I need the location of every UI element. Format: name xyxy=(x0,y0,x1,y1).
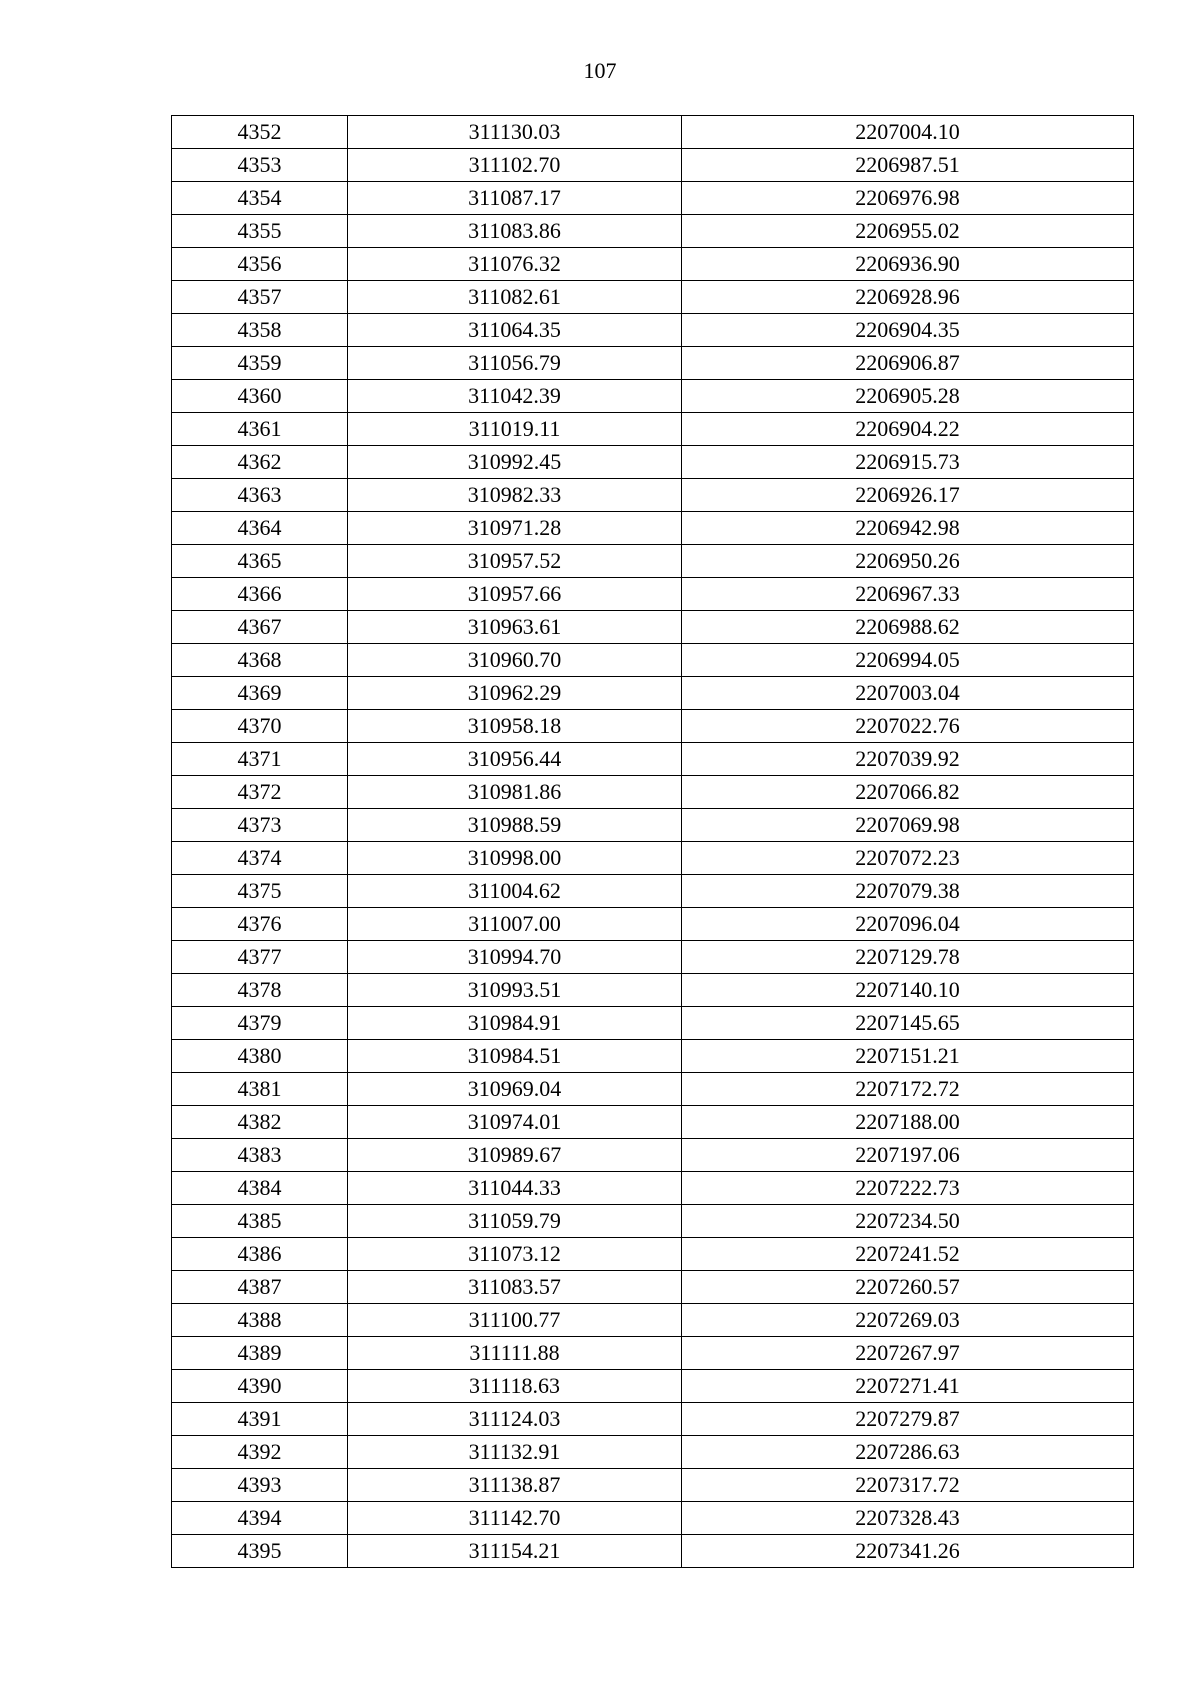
y-coordinate-cell: 2207234.50 xyxy=(682,1205,1134,1238)
x-coordinate-cell: 310974.01 xyxy=(348,1106,682,1139)
point-number-cell: 4377 xyxy=(172,941,348,974)
point-number-cell: 4365 xyxy=(172,545,348,578)
point-number-cell: 4378 xyxy=(172,974,348,1007)
table-row xyxy=(172,347,1134,380)
point-number-cell: 4368 xyxy=(172,644,348,677)
y-coordinate-cell: 2207241.52 xyxy=(682,1238,1134,1271)
x-coordinate-cell: 310981.86 xyxy=(348,776,682,809)
y-coordinate-cell: 2207003.04 xyxy=(682,677,1134,710)
x-coordinate-cell: 311064.35 xyxy=(348,314,682,347)
point-number-cell: 4385 xyxy=(172,1205,348,1238)
point-number-cell: 4356 xyxy=(172,248,348,281)
table-row xyxy=(172,512,1134,545)
table-row xyxy=(172,215,1134,248)
point-number-cell: 4376 xyxy=(172,908,348,941)
y-coordinate-cell: 2207129.78 xyxy=(682,941,1134,974)
x-coordinate-cell: 310984.51 xyxy=(348,1040,682,1073)
x-coordinate-cell: 311082.61 xyxy=(348,281,682,314)
table-row xyxy=(172,578,1134,611)
table-row xyxy=(172,743,1134,776)
x-coordinate-cell: 310960.70 xyxy=(348,644,682,677)
x-coordinate-cell: 311100.77 xyxy=(348,1304,682,1337)
x-coordinate-cell: 311132.91 xyxy=(348,1436,682,1469)
table-row xyxy=(172,1007,1134,1040)
table-row xyxy=(172,1469,1134,1502)
x-coordinate-cell: 310989.67 xyxy=(348,1139,682,1172)
x-coordinate-cell: 311124.03 xyxy=(348,1403,682,1436)
table-row xyxy=(172,1535,1134,1568)
point-number-cell: 4380 xyxy=(172,1040,348,1073)
y-coordinate-cell: 2207145.65 xyxy=(682,1007,1134,1040)
point-number-cell: 4357 xyxy=(172,281,348,314)
y-coordinate-cell: 2207066.82 xyxy=(682,776,1134,809)
y-coordinate-cell: 2206904.22 xyxy=(682,413,1134,446)
y-coordinate-cell: 2206988.62 xyxy=(682,611,1134,644)
point-number-cell: 4386 xyxy=(172,1238,348,1271)
table-row xyxy=(172,1436,1134,1469)
table-row xyxy=(172,644,1134,677)
point-number-cell: 4355 xyxy=(172,215,348,248)
point-number-cell: 4392 xyxy=(172,1436,348,1469)
x-coordinate-cell: 311087.17 xyxy=(348,182,682,215)
x-coordinate-cell: 311044.33 xyxy=(348,1172,682,1205)
x-coordinate-cell: 310957.52 xyxy=(348,545,682,578)
point-number-cell: 4366 xyxy=(172,578,348,611)
point-number-cell: 4383 xyxy=(172,1139,348,1172)
table-row xyxy=(172,875,1134,908)
y-coordinate-cell: 2206904.35 xyxy=(682,314,1134,347)
page-number: 107 xyxy=(583,58,617,83)
x-coordinate-cell: 310962.29 xyxy=(348,677,682,710)
table-row xyxy=(172,974,1134,1007)
point-number-cell: 4394 xyxy=(172,1502,348,1535)
point-number-cell: 4353 xyxy=(172,149,348,182)
y-coordinate-cell: 2207286.63 xyxy=(682,1436,1134,1469)
y-coordinate-cell: 2207341.26 xyxy=(682,1535,1134,1568)
table-row xyxy=(172,677,1134,710)
y-coordinate-cell: 2207079.38 xyxy=(682,875,1134,908)
point-number-cell: 4381 xyxy=(172,1073,348,1106)
x-coordinate-cell: 310958.18 xyxy=(348,710,682,743)
point-number-cell: 4363 xyxy=(172,479,348,512)
x-coordinate-cell: 310982.33 xyxy=(348,479,682,512)
point-number-cell: 4391 xyxy=(172,1403,348,1436)
table-row xyxy=(172,842,1134,875)
y-coordinate-cell: 2206906.87 xyxy=(682,347,1134,380)
y-coordinate-cell: 2207039.92 xyxy=(682,743,1134,776)
x-coordinate-cell: 311076.32 xyxy=(348,248,682,281)
table-row xyxy=(172,710,1134,743)
x-coordinate-cell: 311083.86 xyxy=(348,215,682,248)
x-coordinate-cell: 311102.70 xyxy=(348,149,682,182)
point-number-cell: 4360 xyxy=(172,380,348,413)
y-coordinate-cell: 2206994.05 xyxy=(682,644,1134,677)
table-row xyxy=(172,1238,1134,1271)
x-coordinate-cell: 311154.21 xyxy=(348,1535,682,1568)
point-number-cell: 4384 xyxy=(172,1172,348,1205)
y-coordinate-cell: 2207188.00 xyxy=(682,1106,1134,1139)
point-number-cell: 4375 xyxy=(172,875,348,908)
y-coordinate-cell: 2207222.73 xyxy=(682,1172,1134,1205)
x-coordinate-cell: 310988.59 xyxy=(348,809,682,842)
x-coordinate-cell: 310993.51 xyxy=(348,974,682,1007)
table-row xyxy=(172,413,1134,446)
point-number-cell: 4362 xyxy=(172,446,348,479)
table-row xyxy=(172,1205,1134,1238)
y-coordinate-cell: 2206976.98 xyxy=(682,182,1134,215)
point-number-cell: 4393 xyxy=(172,1469,348,1502)
y-coordinate-cell: 2207267.97 xyxy=(682,1337,1134,1370)
table-row xyxy=(172,1403,1134,1436)
y-coordinate-cell: 2206950.26 xyxy=(682,545,1134,578)
y-coordinate-cell: 2207317.72 xyxy=(682,1469,1134,1502)
x-coordinate-cell: 311142.70 xyxy=(348,1502,682,1535)
point-number-cell: 4379 xyxy=(172,1007,348,1040)
table-row xyxy=(172,776,1134,809)
x-coordinate-cell: 311083.57 xyxy=(348,1271,682,1304)
table-row xyxy=(172,149,1134,182)
point-number-cell: 4388 xyxy=(172,1304,348,1337)
x-coordinate-cell: 310963.61 xyxy=(348,611,682,644)
point-number-cell: 4352 xyxy=(172,116,348,149)
table-row xyxy=(172,479,1134,512)
table-row xyxy=(172,1040,1134,1073)
y-coordinate-cell: 2207279.87 xyxy=(682,1403,1134,1436)
x-coordinate-cell: 311004.62 xyxy=(348,875,682,908)
point-number-cell: 4364 xyxy=(172,512,348,545)
x-coordinate-cell: 310992.45 xyxy=(348,446,682,479)
x-coordinate-cell: 311073.12 xyxy=(348,1238,682,1271)
table-row xyxy=(172,1271,1134,1304)
point-number-cell: 4372 xyxy=(172,776,348,809)
y-coordinate-cell: 2207269.03 xyxy=(682,1304,1134,1337)
x-coordinate-cell: 310998.00 xyxy=(348,842,682,875)
x-coordinate-cell: 310956.44 xyxy=(348,743,682,776)
x-coordinate-cell: 311042.39 xyxy=(348,380,682,413)
y-coordinate-cell: 2206905.28 xyxy=(682,380,1134,413)
point-number-cell: 4387 xyxy=(172,1271,348,1304)
point-number-cell: 4374 xyxy=(172,842,348,875)
table-row xyxy=(172,1073,1134,1106)
x-coordinate-cell: 311059.79 xyxy=(348,1205,682,1238)
table-row xyxy=(172,248,1134,281)
y-coordinate-cell: 2207151.21 xyxy=(682,1040,1134,1073)
table-row xyxy=(172,1337,1134,1370)
x-coordinate-cell: 310957.66 xyxy=(348,578,682,611)
x-coordinate-cell: 311056.79 xyxy=(348,347,682,380)
x-coordinate-cell: 310971.28 xyxy=(348,512,682,545)
table-row xyxy=(172,1139,1134,1172)
y-coordinate-cell: 2207271.41 xyxy=(682,1370,1134,1403)
point-number-cell: 4389 xyxy=(172,1337,348,1370)
point-number-cell: 4373 xyxy=(172,809,348,842)
point-number-cell: 4354 xyxy=(172,182,348,215)
table-row xyxy=(172,611,1134,644)
point-number-cell: 4382 xyxy=(172,1106,348,1139)
y-coordinate-cell: 2207260.57 xyxy=(682,1271,1134,1304)
y-coordinate-cell: 2207072.23 xyxy=(682,842,1134,875)
point-number-cell: 4395 xyxy=(172,1535,348,1568)
table-row xyxy=(172,182,1134,215)
table-row xyxy=(172,446,1134,479)
x-coordinate-cell: 311111.88 xyxy=(348,1337,682,1370)
y-coordinate-cell: 2207172.72 xyxy=(682,1073,1134,1106)
point-number-cell: 4371 xyxy=(172,743,348,776)
table-row xyxy=(172,809,1134,842)
table-row xyxy=(172,1106,1134,1139)
y-coordinate-cell: 2206926.17 xyxy=(682,479,1134,512)
table-row xyxy=(172,116,1134,149)
table-row xyxy=(172,314,1134,347)
y-coordinate-cell: 2207022.76 xyxy=(682,710,1134,743)
table-row xyxy=(172,908,1134,941)
coordinate-table xyxy=(171,115,1134,1568)
table-row xyxy=(172,1172,1134,1205)
y-coordinate-cell: 2206967.33 xyxy=(682,578,1134,611)
y-coordinate-cell: 2206942.98 xyxy=(682,512,1134,545)
y-coordinate-cell: 2206936.90 xyxy=(682,248,1134,281)
point-number-cell: 4361 xyxy=(172,413,348,446)
point-number-cell: 4370 xyxy=(172,710,348,743)
x-coordinate-cell: 310969.04 xyxy=(348,1073,682,1106)
y-coordinate-cell: 2207069.98 xyxy=(682,809,1134,842)
point-number-cell: 4390 xyxy=(172,1370,348,1403)
y-coordinate-cell: 2207096.04 xyxy=(682,908,1134,941)
y-coordinate-cell: 2207140.10 xyxy=(682,974,1134,1007)
y-coordinate-cell: 2206915.73 xyxy=(682,446,1134,479)
table-row xyxy=(172,281,1134,314)
point-number-cell: 4369 xyxy=(172,677,348,710)
table-row xyxy=(172,1502,1134,1535)
x-coordinate-cell: 311138.87 xyxy=(348,1469,682,1502)
y-coordinate-cell: 2206955.02 xyxy=(682,215,1134,248)
y-coordinate-cell: 2207197.06 xyxy=(682,1139,1134,1172)
x-coordinate-cell: 310984.91 xyxy=(348,1007,682,1040)
x-coordinate-cell: 311019.11 xyxy=(348,413,682,446)
y-coordinate-cell: 2207004.10 xyxy=(682,116,1134,149)
y-coordinate-cell: 2207328.43 xyxy=(682,1502,1134,1535)
point-number-cell: 4359 xyxy=(172,347,348,380)
table-row xyxy=(172,1370,1134,1403)
table-row xyxy=(172,1304,1134,1337)
table-row xyxy=(172,545,1134,578)
x-coordinate-cell: 311118.63 xyxy=(348,1370,682,1403)
x-coordinate-cell: 310994.70 xyxy=(348,941,682,974)
x-coordinate-cell: 311007.00 xyxy=(348,908,682,941)
point-number-cell: 4358 xyxy=(172,314,348,347)
table-row xyxy=(172,941,1134,974)
table-row xyxy=(172,380,1134,413)
coordinate-table-body xyxy=(172,116,1134,1568)
point-number-cell: 4367 xyxy=(172,611,348,644)
y-coordinate-cell: 2206928.96 xyxy=(682,281,1134,314)
x-coordinate-cell: 311130.03 xyxy=(348,116,682,149)
y-coordinate-cell: 2206987.51 xyxy=(682,149,1134,182)
